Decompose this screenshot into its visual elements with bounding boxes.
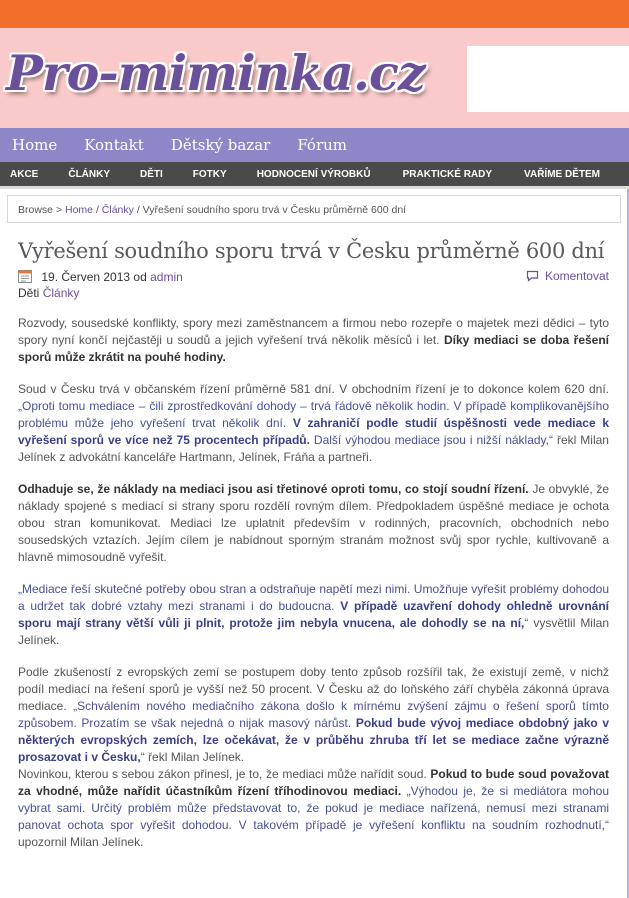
comment-bubble-icon — [526, 270, 539, 282]
quote-text — [18, 699, 609, 764]
breadcrumb — [7, 195, 621, 223]
nav-forum[interactable]: Fórum — [297, 136, 348, 154]
article-meta — [18, 269, 183, 284]
nav-kontakt[interactable]: Kontakt — [84, 136, 144, 154]
subnav-akce[interactable]: AKCE — [10, 168, 39, 180]
text: Novinkou, kterou s sebou zákon přinesl, je to, že mediaci může nařídit soud. — [18, 767, 427, 781]
text: Podle zkušeností z evropských zemí se postupem doby tento způsob rozšířil tak, že existují země, v nichž podíl mediací na řešení sporů je vyšší než 50 procent. V Česku až do loňského září chyběla zákonná úprava mediace. — [18, 665, 609, 713]
quote-text: „Výhodou je, že si mediátora mohou vybrat sami. Určitý problém může představovat to, že pokud je mediace nařízená, nemusí mezi stranami panovat ochota spor vyřešit dohodou. V takovém případě je vyřešení konfliktu na soudním rozhodnutí,“ — [18, 784, 609, 832]
breadcrumb-slash: / — [95, 204, 99, 216]
nav-detsky-bazar[interactable]: Dětský bazar — [170, 136, 271, 154]
calendar-icon — [18, 269, 32, 283]
text: „Oproti tomu mediace – čili zprostředkování dohody – trvá řádově několik hodin. V případě komplikovanějšího problému může jeho vyřešení trvat několik dní. — [18, 399, 609, 430]
subnav-prakticke-rady[interactable]: PRAKTICKÉ RADY — [402, 168, 493, 180]
text: řekl Milan Jelínek z advokátní kanceláře Hartmann, Jelínek, Fráňa a partneři. — [18, 433, 609, 464]
bold-text: V zahraničí podle studií úspěšnosti vede mediace k vyřešení sporů ve více než 75 procentech případů. — [18, 416, 610, 447]
header-ad-box — [467, 46, 629, 112]
bold-text: Odhaduje se, že náklady na mediaci jsou asi třetinové oproti tomu, co stojí soudní řízení. — [18, 482, 529, 496]
article-author-link[interactable]: admin — [150, 270, 183, 284]
top-color-bar — [0, 0, 629, 28]
paragraph-3 — [18, 481, 609, 566]
paragraph-5 — [18, 664, 609, 766]
subnav-deti[interactable]: DĚTI — [140, 168, 163, 180]
breadcrumb-current: Vyřešení soudního sporu trvá v Česku průměrně 600 dní — [142, 204, 407, 216]
subnav-hodnoceni-vyrobku[interactable]: HODNOCENÍ VÝROBKŮ — [256, 168, 371, 180]
breadcrumb-prefix: Browse — [18, 204, 54, 216]
article-by: od — [133, 270, 147, 284]
quote-text — [18, 399, 609, 447]
main-navigation — [0, 128, 629, 162]
content-area — [0, 189, 629, 898]
comments-link[interactable] — [526, 269, 609, 283]
bold-text: Díky mediaci se doba řešení sporů může zkrátit na pouhé hodiny. — [18, 333, 609, 364]
paragraph-6 — [18, 766, 609, 851]
paragraph-4 — [18, 581, 609, 649]
text: „Mediace řeší skutečné potřeby obou stran a odstraňuje napětí mezi nimi. Umožňuje vyřešit problémy dohodou a udržet tak dobré vztahy mezi stranami i do budoucna. — [18, 582, 609, 613]
subnav-clanky[interactable]: ČLÁNKY — [68, 168, 111, 180]
bold-text: Pokud bude vývoj mediace obdobný jako v některých evropských zemích, lze očekávat, že v průběhu zhruba tří let se mediace začne výrazně prosazovat i v Česku, — [18, 716, 610, 764]
article-categories — [18, 286, 79, 300]
article-date: 19. Červen 2013 — [41, 270, 131, 284]
text: “ vysvětlil Milan Jelínek. — [18, 616, 609, 647]
category-clanky-link[interactable]: Články — [42, 286, 80, 300]
text: Rozvody, sousedské konflikty, spory mezi zaměstnancem a firmou nebo rozepře o majetek mezi dědici – tyto spory nyní končí nejčastěji u soudů a jejich vyřešení trvá několik měsíců i let. — [18, 316, 609, 347]
breadcrumb-home-link[interactable]: Home — [65, 204, 94, 216]
paragraph-2 — [18, 381, 609, 466]
site-header — [0, 28, 629, 128]
text: Další výhodou mediace jsou i nižší náklady,“ — [313, 433, 553, 447]
bold-text: V případě uzavření dohody ohledně urovnání sporu mají strany větší vůli ji plnit, protože jim nebyla vnucena, ale dohodly se na ní, — [18, 599, 610, 630]
quote-text — [18, 582, 609, 630]
nav-home[interactable]: Home — [12, 136, 58, 154]
site-logo[interactable]: Pro-miminka.cz — [6, 44, 425, 102]
paragraph-1 — [18, 315, 609, 366]
article-title: Vyřešení soudního sporu trvá v Česku průměrně 600 dní — [18, 239, 605, 263]
text: Soud v Česku trvá v občanském řízení průměrně 581 dní. V obchodním řízení je to dokonce kolem 620 dní. — [18, 382, 609, 396]
subnav-varime-detem[interactable]: VAŘÍME DĚTEM — [524, 168, 600, 180]
category-navigation — [0, 162, 629, 189]
breadcrumb-category-link[interactable]: Články — [101, 204, 134, 216]
text: „Schválením nového mediačního zákona došlo k mírnému zvýšení zájmu o řešení sporů tímto způsobem. Prozatím se však nejedná o nijak masový nárůst. — [18, 699, 609, 730]
comments-label: Komentovat — [544, 269, 609, 283]
text: “ řekl Milan Jelínek. — [140, 750, 245, 764]
bold-text: Pokud to bude soud považovat za vhodné, může nařídit účastníkům řízení tříhodinovou mediaci. — [18, 767, 609, 798]
subnav-fotky[interactable]: FOTKY — [192, 168, 227, 180]
breadcrumb-separator: > — [55, 204, 63, 216]
text: Je obvyklé, že náklady spojené s mediací si strany sporu rozdělí rovným dílem. Předpokladem úspěšné mediace je ochota obou stran komunikovat. Mediaci lze uplatnit především v rodinných, pracovních, obchodních nebo sousedských vztazích. Jejím cílem je nabídnout sporným stranám možnost svůj spor rychle, kultivovaně a hlavně mimosoudně vyřešit. — [18, 482, 609, 564]
text: upozornil Milan Jelínek. — [18, 835, 144, 849]
category-deti: Děti — [18, 286, 40, 300]
breadcrumb-slash: / — [136, 204, 140, 216]
article-body — [18, 315, 609, 866]
